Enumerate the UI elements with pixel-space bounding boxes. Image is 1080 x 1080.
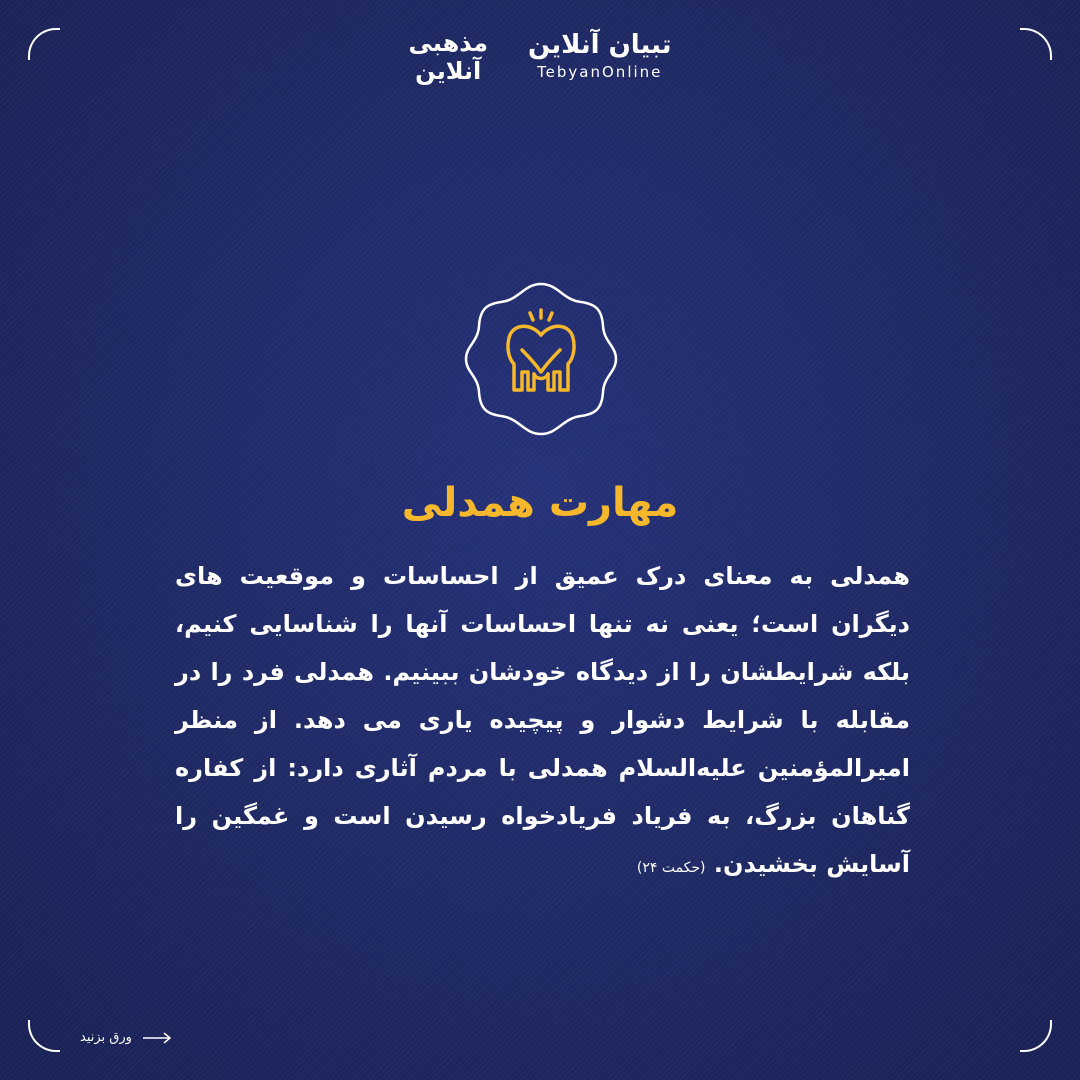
mazhabi-online-logo [408,30,487,85]
corner-frame-bottom-right [1020,1020,1052,1052]
swipe-hint[interactable] [80,1030,172,1045]
two-people-forming-heart-icon [508,310,574,390]
arrow-right-icon [142,1031,172,1045]
mazhabi-logo-line1: مذهبی [408,29,488,57]
header-logos [0,30,1080,85]
empathy-emblem [462,280,620,438]
mazhabi-logo-line2: آنلاین [415,56,482,85]
body-text: همدلی به معنای درک عمیق از احساسات و موقعیت های دیگران است؛ یعنی نه تنها احساسات آنها را شناسایی کنیم، بلکه شرایطشان را از دیدگاه خودشان ببینیم. همدلی فرد را در مقابله با شرایط دشوار و پیچیده یاری می دهد. از منظر امیرالمؤمنین علیه‌السلام همدلی با مردم آثاری دارد: از کفاره گناهان بزرگ، به فریاد فریادخواه رسیدن است و غمگین را آسایش بخشیدن. [175,562,910,878]
tebyan-logo-english: TebyanOnline [537,63,663,82]
page-title: مهارت همدلی [401,480,679,526]
citation-footnote: (حکمت ۲۴) [636,860,706,876]
corner-frame-bottom-left [28,1020,60,1052]
tebyan-online-logo [528,30,672,85]
body-paragraph [175,552,910,892]
tebyan-logo-persian: تبیان آنلاین [527,30,672,60]
swipe-label: ورق بزنید [80,1030,132,1045]
